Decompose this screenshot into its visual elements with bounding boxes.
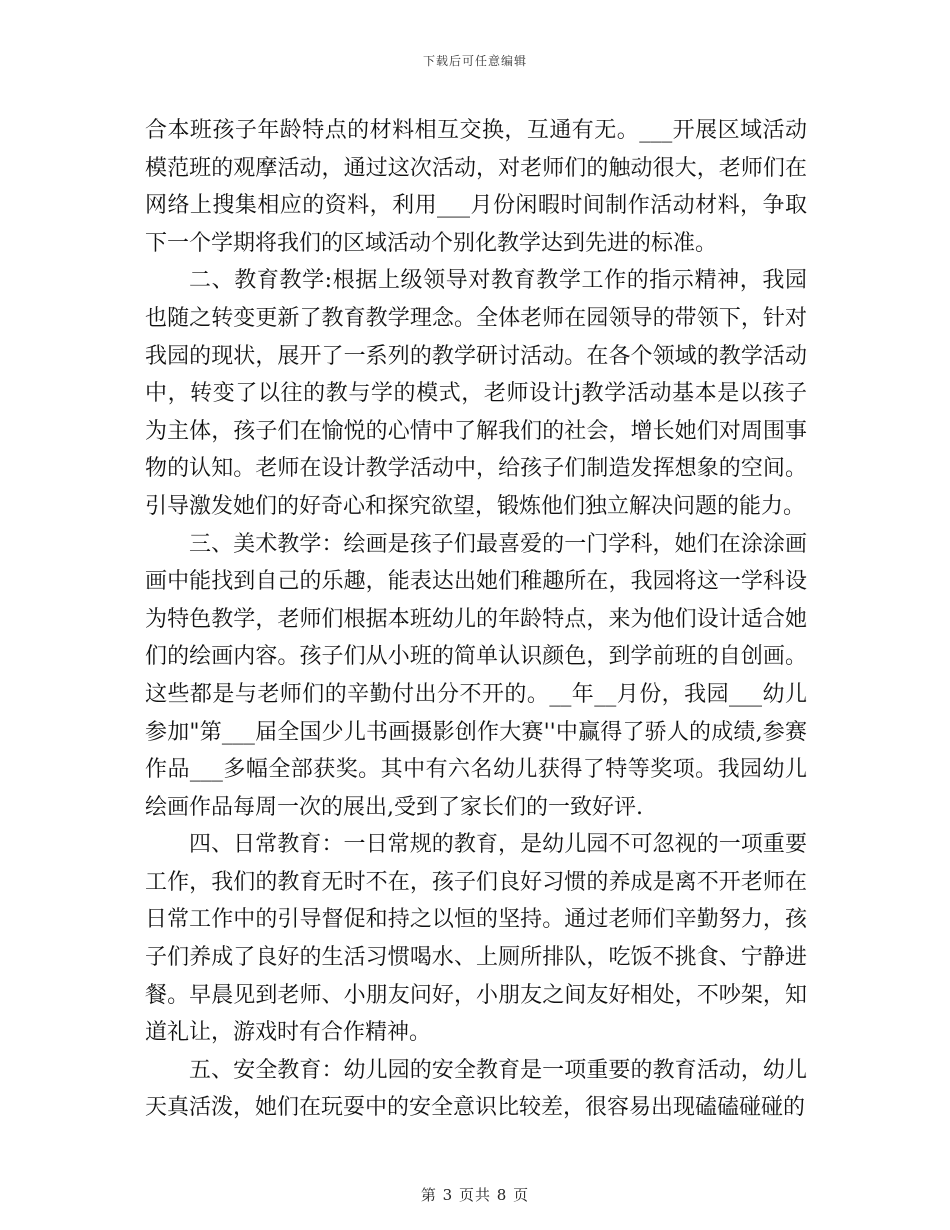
paragraph-education-teaching: 二、教育教学:根据上级领导对教育教学工作的指示精神，我园也随之转变更新了教育教学理念。全体老师在园领导的带领下，针对我园的现状，展开了一系列的教学研讨活动。在各个领域的教学活动中，转变了以往的教与学的模式，老师设计j教学活动基本是以孩子为主体，孩子们在愉悦的心情中了解我们的社会，增长她们对周围事物的认知。老师在设计教学活动中，给孩子们制造发挥想象的空间。引导激发她们的好奇心和探究欲望，锻炼他们独立解决问题的能力。 [145,268,807,519]
paragraph-regional-activities: 合本班孩子年龄特点的材料相互交换，互通有无。___开展区域活动模范班的观摩活动，通过这次活动，对老师们的触动很大，老师们在网络上搜集相应的资料，利用___月份闲暇时间制作活动材料，争取下一个学期将我们的区域活动个别化教学达到先进的标准。 [145,118,807,256]
document-body [145,112,807,1127]
paragraph-daily-education: 四、日常教育：一日常规的教育，是幼儿园不可忽视的一项重要工作，我们的教育无时不在，孩子们良好习惯的养成是离不开老师在日常工作中的引导督促和持之以恒的坚持。通过老师们辛勤努力，孩子们养成了良好的生活习惯喝水、上厕所排队，吃饭不挑食、宁静进餐。早晨见到老师、小朋友问好，小朋友之间友好相处，不吵架，知道礼让，游戏时有合作精神。 [145,832,807,1046]
paragraph-safety-education: 五、安全教育：幼儿园的安全教育是一项重要的教育活动，幼儿天真活泼，她们在玩耍中的安全意识比较差，很容易出现磕磕碰碰的 [145,1057,807,1121]
page-footer: 第 3 页共 8 页 [420,1186,530,1204]
paragraph-art-teaching: 三、美术教学：绘画是孩子们最喜爱的一门学科，她们在涂涂画画中能找到自己的乐趣，能表达出她们稚趣所在，我园将这一学科设为特色教学，老师们根据本班幼儿的年龄特点，来为他们设计适合她们的绘画内容。孩子们从小班的简单认识颜色，到学前班的自创画。这些都是与老师们的辛勤付出分不开的。__年__月份，我园___幼儿参加"第___届全国少儿书画摄影创作大赛''中赢得了骄人的成绩,参赛作品___多幅全部获奖。其中有六名幼儿获得了特等奖项。我园幼儿绘画作品每周一次的展出,受到了家长们的一致好评. [145,531,807,820]
page-header: 下载后可任意编辑 [422,54,527,68]
